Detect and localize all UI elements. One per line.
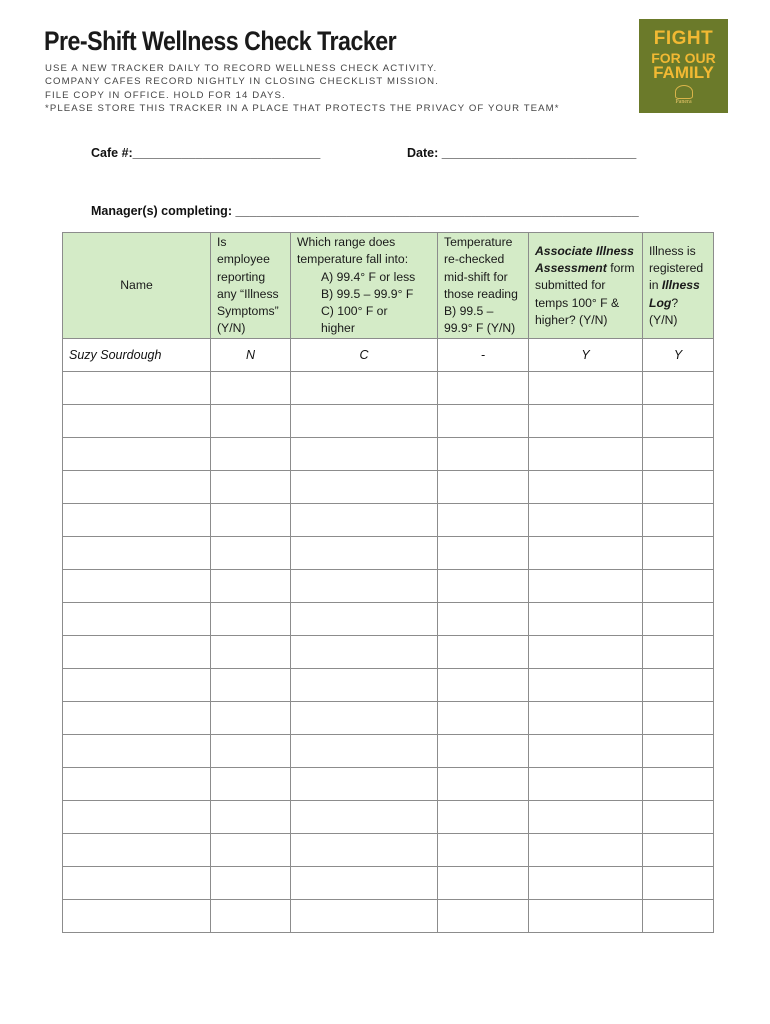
instruction-line: *PLEASE STORE THIS TRACKER IN A PLACE THAT PROTECTS THE PRIVACY OF YOUR TEAM* (45, 103, 560, 115)
value-cell[interactable] (291, 735, 438, 768)
value-cell[interactable]: C (291, 339, 438, 372)
column-header-recheck: Temperature re-checked mid-shift for those reading B) 99.5 – 99.9° F (Y/N) (438, 233, 529, 339)
table-row (63, 504, 714, 537)
value-cell[interactable] (211, 867, 291, 900)
value-cell[interactable] (211, 603, 291, 636)
table-row (63, 801, 714, 834)
name-cell[interactable] (63, 537, 211, 570)
page-title: Pre-Shift Wellness Check Tracker (44, 26, 397, 56)
value-cell[interactable] (438, 735, 529, 768)
value-cell[interactable] (643, 504, 714, 537)
value-cell[interactable] (529, 735, 643, 768)
value-cell[interactable] (291, 372, 438, 405)
column-header-illness-log: Illness is registered in Illness Log? (Y/N) (643, 233, 714, 339)
value-cell[interactable] (211, 702, 291, 735)
value-cell[interactable] (291, 504, 438, 537)
name-cell[interactable] (63, 900, 211, 933)
value-cell[interactable] (643, 570, 714, 603)
name-cell[interactable] (63, 471, 211, 504)
value-cell[interactable] (438, 669, 529, 702)
value-cell[interactable] (529, 867, 643, 900)
table-row (63, 537, 714, 570)
logo-text-family: FAMILY (653, 63, 714, 82)
logo-brand: Panera (675, 99, 692, 105)
value-cell[interactable] (211, 471, 291, 504)
name-cell[interactable] (63, 636, 211, 669)
table-row (63, 735, 714, 768)
value-cell[interactable] (529, 570, 643, 603)
value-cell[interactable] (438, 504, 529, 537)
value-cell[interactable] (643, 438, 714, 471)
column-header-assessment: Associate Illness Assessment form submitted for temps 100° F & higher? (Y/N) (529, 233, 643, 339)
value-cell[interactable] (438, 636, 529, 669)
value-cell[interactable]: N (211, 339, 291, 372)
value-cell[interactable] (529, 669, 643, 702)
value-cell[interactable] (643, 867, 714, 900)
name-cell[interactable] (63, 438, 211, 471)
value-cell[interactable] (643, 900, 714, 933)
value-cell[interactable] (291, 570, 438, 603)
table-row (63, 702, 714, 735)
value-cell[interactable]: - (438, 339, 529, 372)
value-cell[interactable] (291, 603, 438, 636)
name-cell[interactable] (63, 768, 211, 801)
value-cell[interactable] (529, 768, 643, 801)
date-field[interactable]: Date: ____________________________ (407, 146, 637, 160)
instructions (45, 62, 560, 116)
value-cell[interactable] (643, 801, 714, 834)
name-cell[interactable] (63, 669, 211, 702)
column-header-temperature-range: Which range does temperature fall into: A) 99.4° F or less B) 99.5 – 99.9° F C) 100° F or higher (291, 233, 438, 339)
name-cell[interactable] (63, 504, 211, 537)
value-cell[interactable] (529, 372, 643, 405)
value-cell[interactable] (529, 834, 643, 867)
value-cell[interactable] (643, 471, 714, 504)
value-cell[interactable] (291, 405, 438, 438)
value-cell[interactable] (438, 900, 529, 933)
value-cell[interactable] (438, 801, 529, 834)
value-cell[interactable] (529, 504, 643, 537)
value-cell[interactable] (643, 768, 714, 801)
cafe-number-field[interactable]: Cafe #:___________________________ (91, 146, 321, 160)
table-row (63, 900, 714, 933)
value-cell[interactable] (643, 405, 714, 438)
value-cell[interactable] (211, 405, 291, 438)
value-cell[interactable] (291, 537, 438, 570)
value-cell[interactable] (211, 735, 291, 768)
value-cell[interactable] (643, 636, 714, 669)
table-row (63, 570, 714, 603)
value-cell[interactable] (643, 537, 714, 570)
value-cell[interactable] (211, 372, 291, 405)
column-header-symptoms: Is employee reporting any “Illness Symptoms” (Y/N) (211, 233, 291, 339)
value-cell[interactable] (529, 471, 643, 504)
name-cell[interactable]: Suzy Sourdough (63, 339, 211, 372)
value-cell[interactable] (643, 669, 714, 702)
value-cell[interactable] (438, 834, 529, 867)
table-row (63, 834, 714, 867)
value-cell[interactable] (291, 867, 438, 900)
value-cell[interactable] (643, 603, 714, 636)
name-cell[interactable] (63, 834, 211, 867)
logo-text-fight: FIGHT (653, 28, 714, 49)
value-cell[interactable] (529, 603, 643, 636)
value-cell[interactable] (211, 636, 291, 669)
value-cell[interactable] (291, 438, 438, 471)
value-cell[interactable] (291, 471, 438, 504)
value-cell[interactable] (529, 438, 643, 471)
value-cell[interactable] (529, 537, 643, 570)
value-cell[interactable] (211, 537, 291, 570)
value-cell[interactable] (438, 438, 529, 471)
value-cell[interactable] (529, 900, 643, 933)
name-cell[interactable] (63, 702, 211, 735)
value-cell[interactable] (643, 372, 714, 405)
value-cell[interactable] (438, 537, 529, 570)
table-row (63, 372, 714, 405)
value-cell[interactable] (211, 834, 291, 867)
value-cell[interactable] (438, 603, 529, 636)
table-row (63, 339, 714, 372)
value-cell[interactable] (211, 438, 291, 471)
table-row (63, 867, 714, 900)
value-cell[interactable] (211, 768, 291, 801)
name-cell[interactable] (63, 372, 211, 405)
value-cell[interactable] (211, 504, 291, 537)
name-cell[interactable] (63, 603, 211, 636)
value-cell[interactable]: Y (643, 339, 714, 372)
table-row (63, 636, 714, 669)
name-cell[interactable] (63, 735, 211, 768)
value-cell[interactable] (438, 471, 529, 504)
value-cell[interactable] (291, 768, 438, 801)
value-cell[interactable] (211, 669, 291, 702)
table-header-row (63, 233, 714, 339)
value-cell[interactable] (438, 867, 529, 900)
value-cell[interactable] (291, 900, 438, 933)
wellness-tracker-table (62, 232, 714, 933)
value-cell[interactable] (643, 702, 714, 735)
instruction-line: USE A NEW TRACKER DAILY TO RECORD WELLNESS CHECK ACTIVITY. (45, 63, 438, 74)
name-cell[interactable] (63, 405, 211, 438)
value-cell[interactable] (438, 702, 529, 735)
fight-for-our-family-logo (639, 19, 728, 113)
bread-lady-icon (675, 85, 693, 99)
value-cell[interactable] (211, 801, 291, 834)
value-cell[interactable] (291, 801, 438, 834)
value-cell[interactable] (529, 702, 643, 735)
name-cell[interactable] (63, 570, 211, 603)
value-cell[interactable] (643, 735, 714, 768)
manager-field[interactable]: Manager(s) completing: __________________________________________________________ (91, 204, 639, 218)
column-header-name: Name (63, 233, 211, 339)
value-cell[interactable] (291, 636, 438, 669)
value-cell[interactable] (529, 636, 643, 669)
value-cell[interactable] (529, 405, 643, 438)
name-cell[interactable] (63, 867, 211, 900)
value-cell[interactable] (438, 768, 529, 801)
value-cell[interactable] (529, 801, 643, 834)
value-cell[interactable] (291, 834, 438, 867)
value-cell[interactable]: Y (529, 339, 643, 372)
value-cell[interactable] (291, 702, 438, 735)
table-row (63, 768, 714, 801)
logo-text-for-our: FOR OUR (651, 50, 716, 66)
value-cell[interactable] (211, 570, 291, 603)
instruction-line: FILE COPY IN OFFICE. HOLD FOR 14 DAYS. (45, 89, 286, 101)
value-cell[interactable] (438, 570, 529, 603)
value-cell[interactable] (291, 669, 438, 702)
table-row (63, 471, 714, 504)
table-row (63, 405, 714, 438)
table-row (63, 669, 714, 702)
value-cell[interactable] (438, 405, 529, 438)
table-row (63, 603, 714, 636)
value-cell[interactable] (211, 900, 291, 933)
value-cell[interactable] (438, 372, 529, 405)
table-row (63, 438, 714, 471)
instruction-line: COMPANY CAFES RECORD NIGHTLY IN CLOSING CHECKLIST MISSION. (45, 76, 439, 88)
name-cell[interactable] (63, 801, 211, 834)
value-cell[interactable] (643, 834, 714, 867)
